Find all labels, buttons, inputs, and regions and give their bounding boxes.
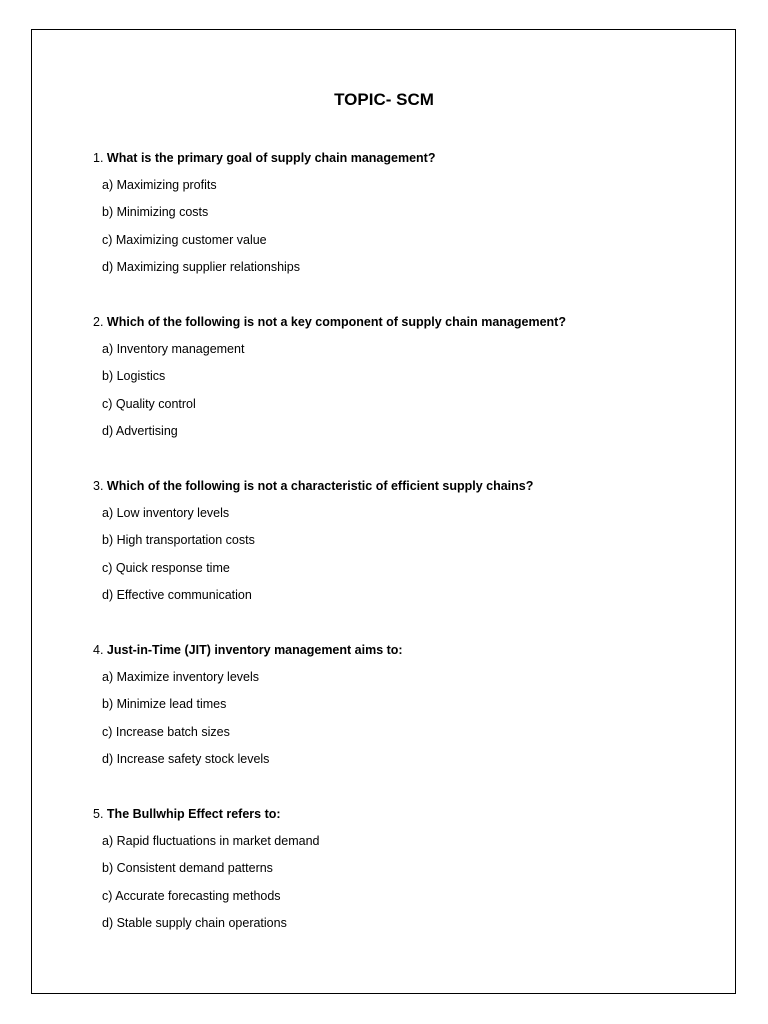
option-a: a) Rapid fluctuations in market demand: [102, 834, 320, 848]
question-text: [93, 478, 713, 494]
options-list: [93, 505, 713, 603]
page-title: TOPIC- SCM: [334, 90, 434, 109]
option-b: b) High transportation costs: [102, 533, 255, 548]
option-a: a) Maximize inventory levels: [102, 670, 259, 684]
question-prompt: The Bullwhip Effect refers to:: [106, 807, 281, 821]
question-prompt: Which of the following is not a characteristic of efficient supply chains?: [106, 479, 534, 493]
option-c: c) Quality control: [102, 396, 196, 411]
option-a: a) Maximizing profits: [102, 178, 217, 192]
question-text: [93, 150, 713, 166]
question-text: [93, 314, 713, 330]
option-d: d) Stable supply chain operations: [102, 915, 287, 930]
question-prompt: Just-in-Time (JIT) inventory management aims to:: [106, 643, 403, 657]
question-2: [93, 314, 713, 439]
question-3: [93, 478, 713, 603]
option-b: b) Minimize lead times: [102, 697, 227, 712]
options-list: [93, 669, 713, 767]
option-a: a) Inventory management: [102, 342, 245, 356]
question-number: 4.: [93, 643, 104, 657]
question-number: 2.: [93, 315, 104, 329]
question-text: [93, 642, 713, 658]
question-number: 5.: [93, 807, 104, 821]
option-c: c) Increase batch sizes: [102, 724, 230, 739]
option-d: d) Effective communication: [102, 587, 252, 602]
question-number: 1.: [93, 151, 104, 165]
question-4: [93, 642, 713, 767]
question-prompt: Which of the following is not a key component of supply chain management?: [106, 315, 566, 329]
question-1: [93, 150, 713, 275]
options-list: [93, 833, 713, 931]
question-5: [93, 806, 713, 931]
option-c: c) Maximizing customer value: [102, 232, 267, 247]
option-d: d) Increase safety stock levels: [102, 751, 270, 766]
option-b: b) Consistent demand patterns: [102, 861, 273, 876]
option-d: d) Maximizing supplier relationships: [102, 259, 300, 274]
option-c: c) Quick response time: [102, 560, 230, 575]
question-text: [93, 806, 713, 822]
option-b: b) Minimizing costs: [102, 205, 209, 220]
option-c: c) Accurate forecasting methods: [102, 888, 281, 903]
option-b: b) Logistics: [102, 369, 166, 384]
option-d: d) Advertising: [102, 423, 178, 438]
question-prompt: What is the primary goal of supply chain management?: [106, 151, 436, 165]
question-number: 3.: [93, 479, 104, 493]
option-a: a) Low inventory levels: [102, 506, 230, 520]
options-list: [93, 341, 713, 439]
options-list: [93, 177, 713, 275]
